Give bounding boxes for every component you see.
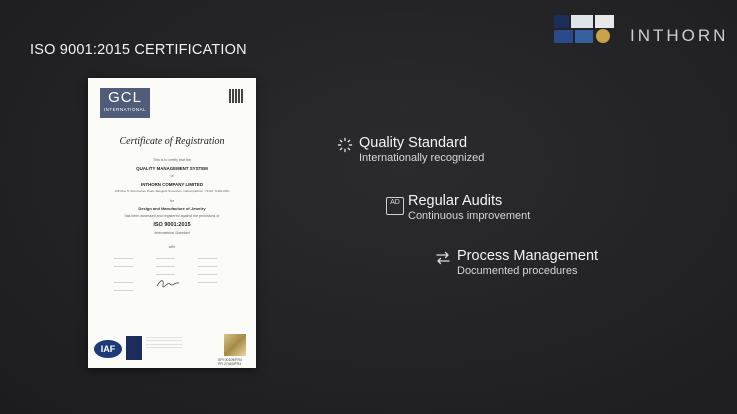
certificate-footnote: —————————————— —————————————— —————————————— —————————————— [146, 336, 183, 350]
certificate-image [88, 78, 256, 368]
ad-badge-icon: AD [386, 197, 404, 215]
feature-sub: Internationally recognized [359, 152, 485, 164]
brand-logo: INTHORN [630, 26, 729, 45]
certificate-of: of [170, 174, 174, 178]
accreditation-logo-1 [554, 15, 569, 28]
iaf-logo: IAF [94, 340, 122, 358]
accreditation-badges [554, 15, 614, 43]
feature-label: Regular Audits [408, 193, 503, 209]
certificate-detail-row: —————— —————— —————— [114, 256, 217, 260]
certificate-standard: ISO 9001:2015 [153, 222, 191, 228]
process-arrows-icon [435, 250, 451, 266]
certificate-standard-sub: International Standard [154, 231, 190, 235]
certificate-scope: Design and Manufacture of Jewelry [138, 206, 206, 211]
hologram-seal [224, 334, 246, 356]
accreditation-logo-3 [595, 15, 614, 28]
feature-sub: Documented procedures [457, 265, 578, 277]
certificate-certify: This is to certify that the [153, 158, 191, 162]
accreditation-logo-5 [575, 30, 593, 43]
gcl-logo [100, 88, 150, 118]
certificate-company: INTHORN COMPANY LIMITED [140, 182, 204, 187]
ukas-logo [126, 336, 142, 360]
certificate-for: for [169, 199, 175, 203]
gcl-logo-text: GCL [108, 89, 142, 106]
certificate-detail-row: —————— —————— [114, 280, 217, 284]
certificate-assessed: has been assessed and registered against the provisions of [124, 214, 220, 218]
feature-sub: Continuous improvement [408, 210, 531, 222]
feature-label: Quality Standard [359, 135, 468, 151]
certificate-detail-row: —————— [114, 288, 134, 292]
signature-image [156, 278, 180, 288]
certificate-ref-2: PR 27469/FR4 [218, 362, 242, 366]
certificate-detail-row: —————— —————— [155, 272, 217, 276]
gcl-logo-sub: INTERNATIONAL [103, 107, 147, 112]
certificate-system: QUALITY MANAGEMENT SYSTEM [136, 166, 208, 171]
certificate-heading: Certificate of Registration [119, 136, 225, 147]
certificate-ref-1: SPI 00109/FR4 [218, 358, 242, 362]
accreditation-logo-2 [571, 15, 593, 28]
accreditation-logo-4 [554, 30, 573, 43]
accreditation-seal [596, 29, 610, 43]
feature-label: Process Management [457, 248, 599, 264]
certificate-address: 128 Moo 5, Rommanee Road, Bangkok Sumethon, Nakornpathom, 73110, THAILAND [114, 189, 230, 193]
certificate-refs [218, 358, 242, 366]
certificate-detail-row: —————— —————— —————— [114, 264, 217, 268]
slide-title: ISO 9001:2015 CERTIFICATION [30, 42, 247, 58]
loading-circle-icon [337, 137, 353, 153]
qr-code-icon [229, 89, 243, 103]
certificate-with: with [168, 245, 176, 249]
